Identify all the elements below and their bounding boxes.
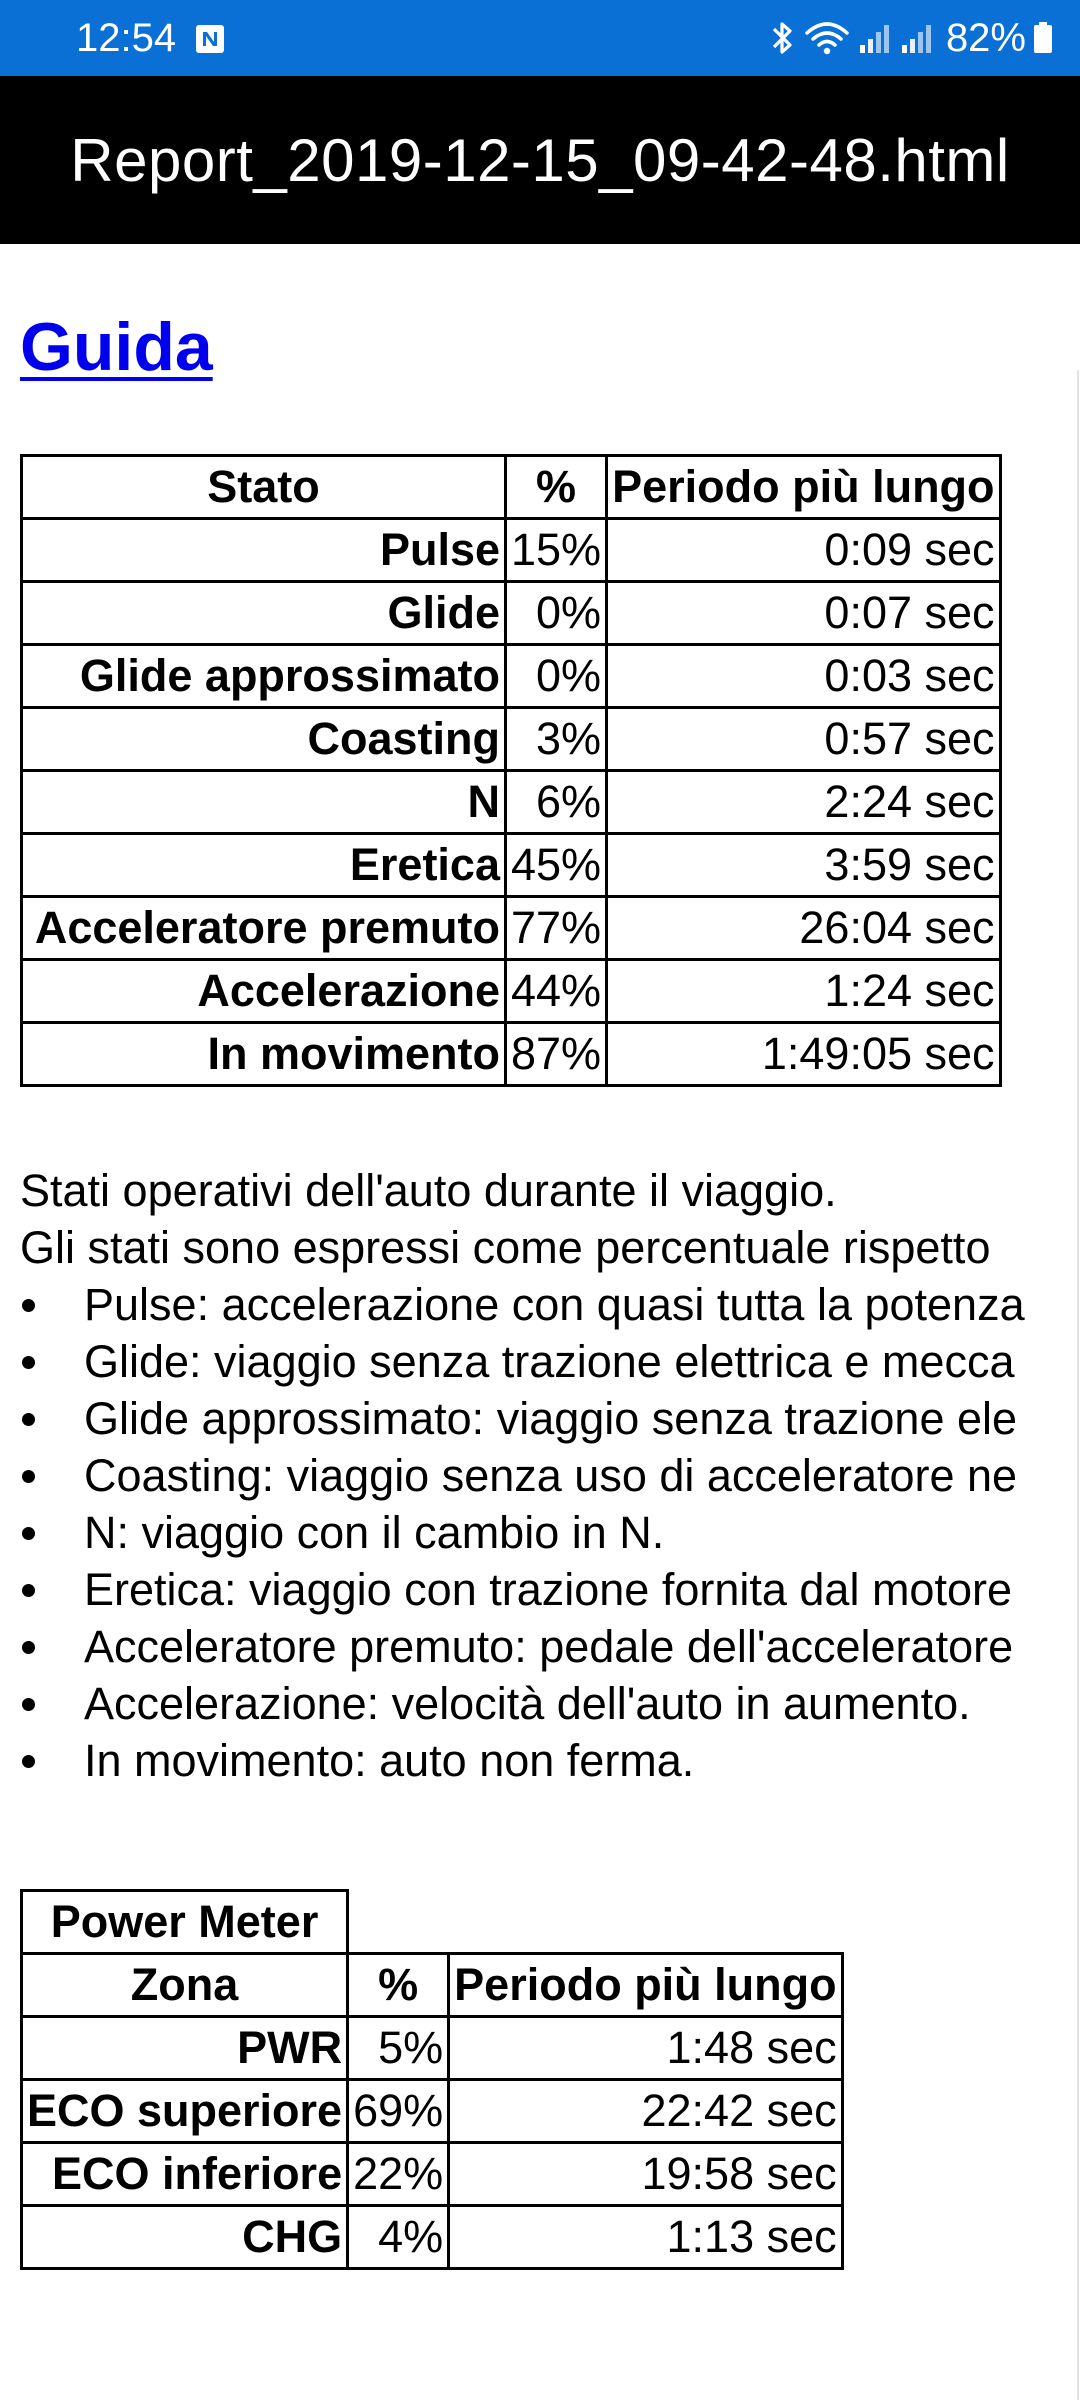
row-period: 19:58 sec <box>449 2143 842 2206</box>
row-percent: 44% <box>506 960 607 1023</box>
report-content[interactable] <box>0 244 1080 2400</box>
table-row <box>22 2017 843 2080</box>
status-time: 12:54 <box>76 16 177 60</box>
row-percent: 0% <box>506 645 607 708</box>
row-label: ECO inferiore <box>22 2143 348 2206</box>
notification-icon <box>193 22 227 56</box>
table-row <box>22 708 1001 771</box>
row-percent: 87% <box>506 1023 607 1086</box>
wifi-icon <box>804 19 850 57</box>
row-percent: 4% <box>348 2206 449 2269</box>
power-meter-caption: Power Meter <box>22 1891 348 1954</box>
row-label: Accelerazione <box>22 960 506 1023</box>
status-bar <box>0 0 1080 76</box>
row-label: Pulse <box>22 519 506 582</box>
column-header-stato: Stato <box>22 456 506 519</box>
table-row <box>22 834 1001 897</box>
row-period: 2:24 sec <box>607 771 1000 834</box>
list-item: Glide approssimato: viaggio senza trazione ele <box>20 1390 1025 1447</box>
list-item: Coasting: viaggio senza uso di acceleratore ne <box>20 1447 1025 1504</box>
list-item: Pulse: accelerazione con quasi tutta la potenza <box>20 1276 1025 1333</box>
table-header-row <box>22 456 1001 519</box>
column-header-percent: % <box>348 1954 449 2017</box>
state-definitions-list <box>20 1276 1025 1789</box>
column-header-percent: % <box>506 456 607 519</box>
table-row <box>22 960 1001 1023</box>
row-percent: 15% <box>506 519 607 582</box>
row-percent: 77% <box>506 897 607 960</box>
row-percent: 6% <box>506 771 607 834</box>
row-period: 1:13 sec <box>449 2206 842 2269</box>
empty-header-cell <box>348 1891 843 1954</box>
list-item: Accelerazione: velocità dell'auto in aumento. <box>20 1675 1025 1732</box>
table-row <box>22 2080 843 2143</box>
battery-icon <box>1032 19 1054 57</box>
row-period: 0:07 sec <box>607 582 1000 645</box>
page-title: Report_2019-12-15_09-42-48.html <box>70 126 1010 194</box>
description <box>20 1162 990 1276</box>
table-row <box>22 771 1001 834</box>
table-row <box>22 582 1001 645</box>
row-percent: 3% <box>506 708 607 771</box>
page-edge-divider <box>1077 370 1079 2400</box>
row-period: 0:03 sec <box>607 645 1000 708</box>
guida-table <box>20 454 1002 1087</box>
row-label: CHG <box>22 2206 348 2269</box>
row-label: Glide approssimato <box>22 645 506 708</box>
bluetooth-icon <box>768 19 798 57</box>
column-header-periodo: Periodo più lungo <box>449 1954 842 2017</box>
row-period: 0:57 sec <box>607 708 1000 771</box>
row-period: 1:48 sec <box>449 2017 842 2080</box>
guida-heading-link[interactable]: Guida <box>20 309 213 385</box>
list-item: N: viaggio con il cambio in N. <box>20 1504 1025 1561</box>
row-period: 0:09 sec <box>607 519 1000 582</box>
description-line: Stati operativi dell'auto durante il viaggio. <box>20 1165 837 1216</box>
description-line: Gli stati sono espressi come percentuale rispetto <box>20 1222 991 1273</box>
row-label: ECO superiore <box>22 2080 348 2143</box>
row-label: In movimento <box>22 1023 506 1086</box>
row-label: PWR <box>22 2017 348 2080</box>
row-period: 22:42 sec <box>449 2080 842 2143</box>
row-percent: 5% <box>348 2017 449 2080</box>
column-header-zona: Zona <box>22 1954 348 2017</box>
list-item: Acceleratore premuto: pedale dell'acceleratore <box>20 1618 1025 1675</box>
row-label: Eretica <box>22 834 506 897</box>
row-percent: 45% <box>506 834 607 897</box>
list-item: Glide: viaggio senza trazione elettrica e mecca <box>20 1333 1025 1390</box>
battery-percent: 82% <box>945 16 1026 60</box>
power-meter-table <box>20 1889 844 2270</box>
row-label: Acceleratore premuto <box>22 897 506 960</box>
table-row <box>22 1023 1001 1086</box>
row-label: Coasting <box>22 708 506 771</box>
table-row <box>22 645 1001 708</box>
row-label: N <box>22 771 506 834</box>
table-header-row <box>22 1954 843 2017</box>
row-period: 3:59 sec <box>607 834 1000 897</box>
row-period: 1:24 sec <box>607 960 1000 1023</box>
signal-icon <box>856 19 892 57</box>
table-caption-row <box>22 1891 843 1954</box>
table-row <box>22 2206 843 2269</box>
row-percent: 22% <box>348 2143 449 2206</box>
table-row <box>22 519 1001 582</box>
row-period: 26:04 sec <box>607 897 1000 960</box>
list-item: In movimento: auto non ferma. <box>20 1732 1025 1789</box>
column-header-periodo: Periodo più lungo <box>607 456 1000 519</box>
row-label: Glide <box>22 582 506 645</box>
row-period: 1:49:05 sec <box>607 1023 1000 1086</box>
signal-icon <box>898 19 934 57</box>
table-row <box>22 897 1001 960</box>
row-percent: 0% <box>506 582 607 645</box>
app-bar <box>0 76 1080 244</box>
row-percent: 69% <box>348 2080 449 2143</box>
table-row <box>22 2143 843 2206</box>
list-item: Eretica: viaggio con trazione fornita dal motore <box>20 1561 1025 1618</box>
